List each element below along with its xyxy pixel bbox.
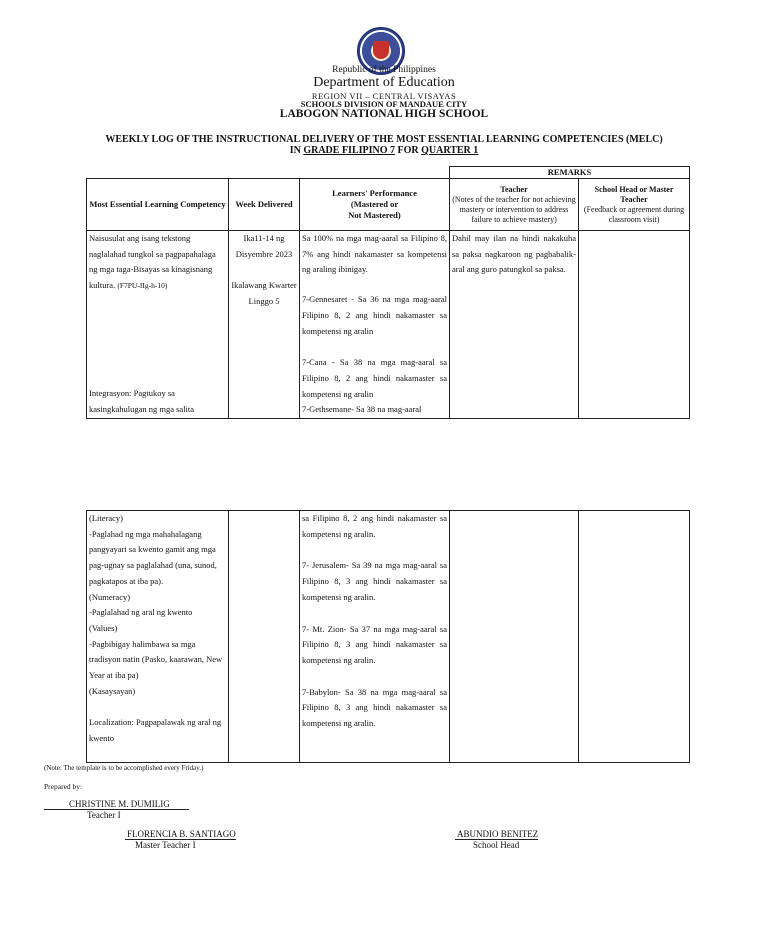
competency-header: Most Essential Learning Competency <box>87 179 229 231</box>
region-label: REGION VII – CENTRAL VISAYAS <box>311 91 457 101</box>
school-head-role: School Head <box>473 840 520 850</box>
school-head-header <box>579 179 690 231</box>
week-quarter: Ikalawang Kwarter <box>231 280 297 291</box>
literacy-text: -Paglahad ng mga mahahalagang pangyayari sa kwento gamit ang mga pag-ugnay sa paglalahad (una, sunod, pagkatapos at iba pa). <box>89 528 217 586</box>
performance-gethsemane: 7-Gethsemane- Sa 38 na mag-aaral <box>302 404 422 415</box>
performance-gethsemane-continued: sa Filipino 8, 2 ang hindi nakamaster sa kompetensi ng aralin. <box>302 513 447 539</box>
melc-log-table-page2 <box>86 510 690 763</box>
performance-mt-zion: 7- Mt. Zion- Sa 37 na mga mag-aaral sa Filipino 8, 3 ang hindi nakamaster sa kompetensi ng aralin. <box>302 623 447 665</box>
teacher-notes-cell <box>450 231 579 419</box>
competency-cell <box>87 231 229 419</box>
teacher-name: CHRISTINE M. DUMILIG <box>44 799 189 810</box>
performance-cell-continued <box>300 511 450 763</box>
teacher-header <box>450 179 579 231</box>
teacher-title: Teacher <box>500 184 528 194</box>
performance-title: Learners' Performance <box>332 188 417 198</box>
week-dates: Ika11-14 ng Disyembre 2023 <box>235 233 293 259</box>
competency-text: Naisusulat ang isang tekstong naglalahad tungkol sa pagpapahalaga ng mga taga-Bisayas sa kinagisnang kultura. <box>89 233 216 291</box>
teacher-role: Teacher I <box>87 810 121 820</box>
log-subtitle <box>0 145 768 156</box>
quarter-value: QUARTER 1 <box>421 145 479 156</box>
week-cell-continued <box>229 511 300 763</box>
performance-babylon: 7-Babylon- Sa 38 na mga mag-aaral sa Filipino 8, 3 ang hindi nakamaster sa kompetensi ng aralin. <box>302 686 447 729</box>
school-head-title: School Head or Master Teacher <box>594 184 674 204</box>
performance-jerusalem: 7- Jerusalem- Sa 39 na mga mag-aaral sa Filipino 8, 3 ang hindi nakamaster sa kompetensi ng aralin. <box>302 560 447 602</box>
values-text: -Pagbibigay halimbawa sa mga tradisyon natin (Pasko, kaarawan, New Year at iba pa) <box>89 638 223 681</box>
performance-gennesaret: 7-Gennesaret - Sa 36 na mga mag-aaral Filipino 8, 2 ang hindi nakamaster sa kompetensi ng aralin <box>302 294 447 336</box>
remarks-header: REMARKS <box>450 167 690 179</box>
numeracy-text: -Paglalahad ng aral ng kwento <box>89 607 193 618</box>
teacher-note-label: (Notes of the teacher for not achieving mastery or intervention to address failure to achieve mastery) <box>452 194 576 224</box>
competency-code: (F7PU-IIg-h-10) <box>117 281 168 291</box>
week-header: Week Delivered <box>229 179 300 231</box>
week-number: Linggo 5 <box>248 295 280 306</box>
in-label: IN <box>289 145 301 156</box>
numeracy-label: (Numeracy) <box>89 591 131 602</box>
performance-cell <box>300 231 450 419</box>
division-label: SCHOOLS DIVISION OF MANDAUE CITY <box>300 99 468 109</box>
school-name: LABOGON NATIONAL HIGH SCHOOL <box>279 108 489 120</box>
kasaysayan-label: (Kasaysayan) <box>89 685 136 696</box>
teacher-note-text: Dahil may ilan na hindi nakakuha sa paksa nagkaroon ng pagbabalik-aral ang guro patungkol sa paksa. <box>452 233 576 275</box>
master-teacher-role: Master Teacher I <box>135 840 196 850</box>
school-head-name: ABUNDIO BENITEZ <box>457 829 539 839</box>
master-teacher-signature-block <box>125 829 236 851</box>
master-teacher-name: FLORENCIA B. SANTIAGO <box>127 829 236 839</box>
grade-value: GRADE FILIPINO 7 <box>303 145 396 156</box>
school-head-note-label: (Feedback or agreement during classroom visit) <box>583 204 685 224</box>
localization-text: Localization: Pagpapalawak ng aral ng kwento <box>89 717 222 743</box>
week-cell <box>229 231 300 419</box>
teacher-signature-block <box>44 799 189 821</box>
performance-sub2: Not Mastered) <box>348 210 401 220</box>
school-head-cell <box>579 231 690 419</box>
prepared-by-label: Prepared by: <box>44 782 83 791</box>
republic-label: Republic of the Philippines <box>332 65 436 75</box>
performance-summary: Sa 100% na mga mag-aaral sa Filipino 8, 7% ang hindi nakamaster sa kompetensi ng araling ibinigay. <box>302 233 447 275</box>
template-note: (Note: The template is to be accomplished every Friday.) <box>44 764 204 772</box>
department-label: Department of Education <box>313 75 455 90</box>
competency-cell-continued <box>87 511 229 763</box>
performance-cana: 7-Cana - Sa 38 na mga mag-aaral sa Filipino 8, 2 ang hindi nakamaster sa kompetensi ng aralin <box>302 357 447 399</box>
school-head-signature-block <box>455 829 538 851</box>
values-label: (Values) <box>89 622 118 633</box>
performance-header <box>300 179 450 231</box>
teacher-notes-cell-continued <box>450 511 579 763</box>
literacy-label: (Literacy) <box>89 513 123 523</box>
log-title: WEEKLY LOG OF THE INSTRUCTIONAL DELIVERY OF THE MOST ESSENTIAL LEARNING COMPETENCIES (MELC) <box>105 134 663 145</box>
melc-log-table-page1 <box>86 166 690 419</box>
school-head-cell-continued <box>579 511 690 763</box>
performance-sub1: (Mastered or <box>350 199 399 209</box>
for-label: FOR <box>397 145 419 156</box>
integration-text: Integrasyon: Pagtukoy sa kasingkahulugan ng mga salita <box>89 387 195 414</box>
